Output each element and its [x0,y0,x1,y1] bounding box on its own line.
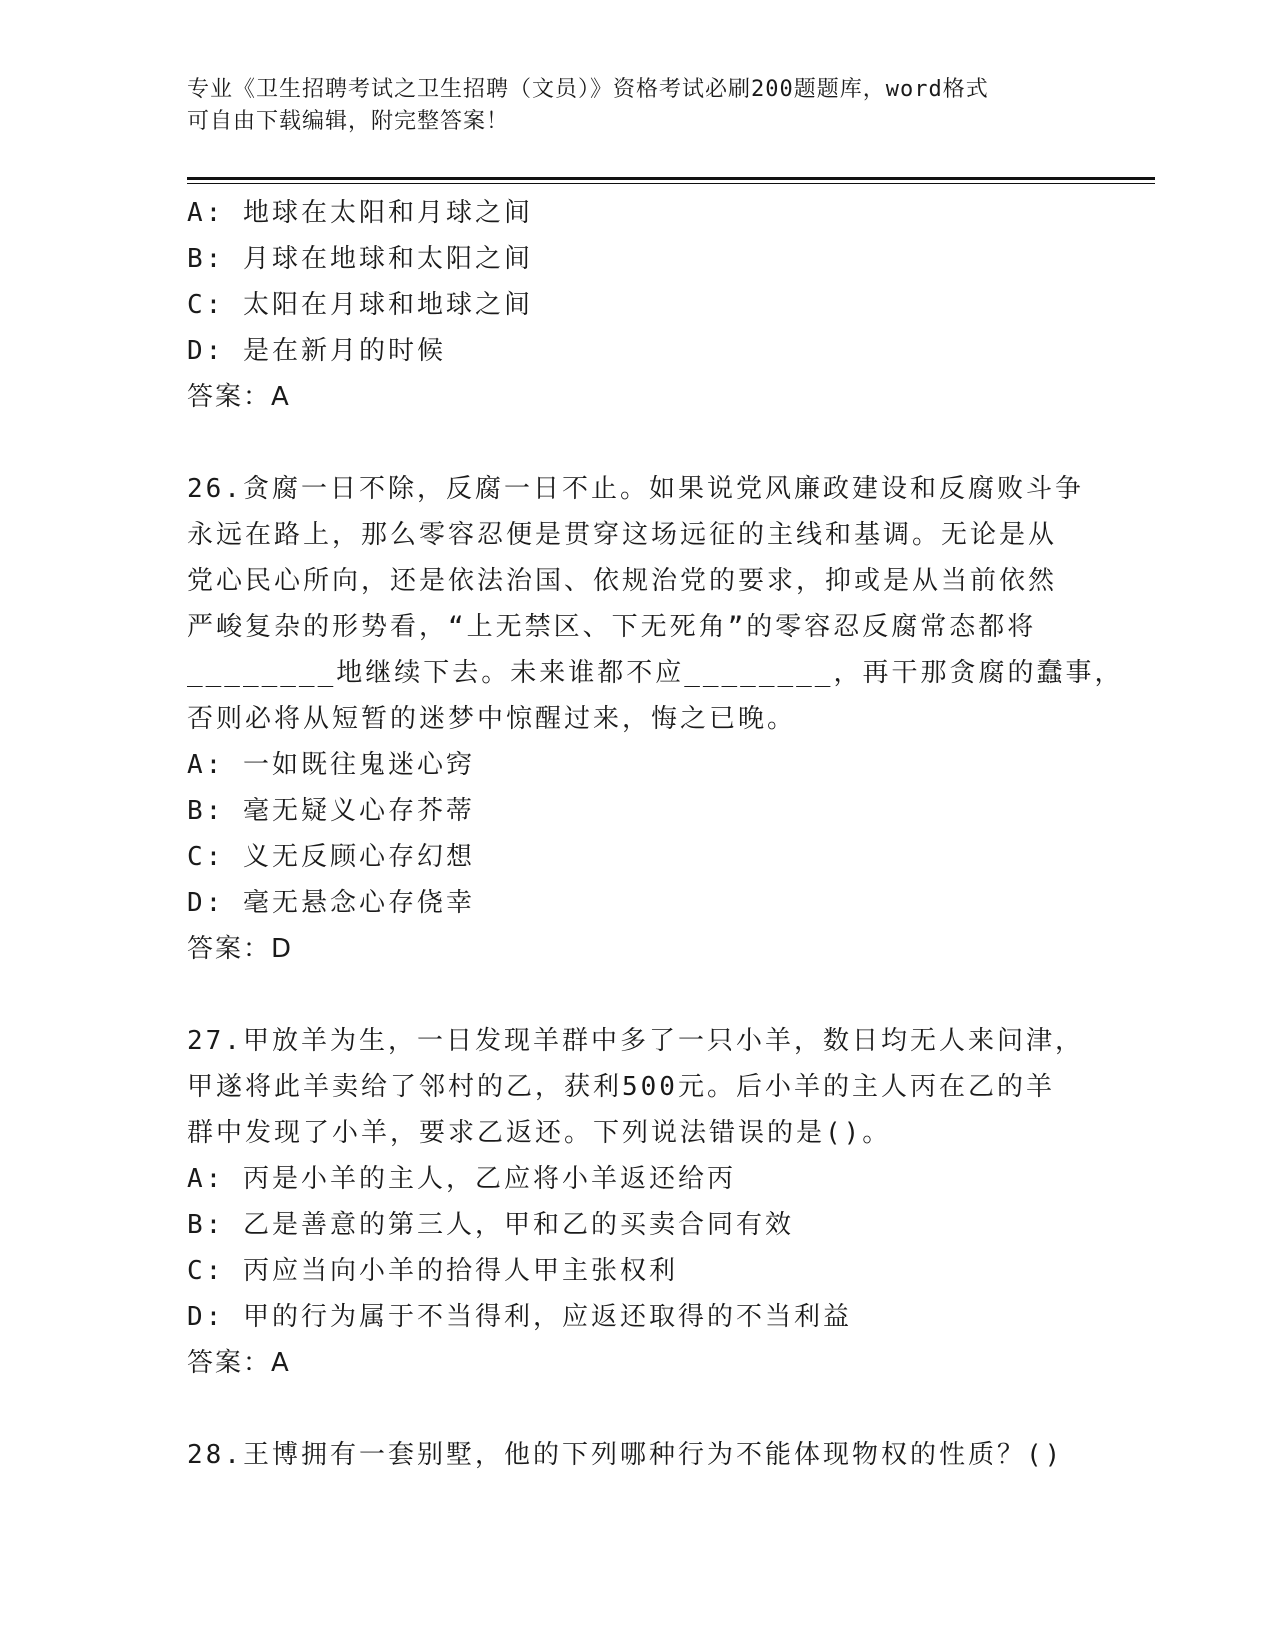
option-a: A: 一如既往鬼迷心窍 [187,750,475,780]
header-divider-thick [187,177,1155,180]
question-stem-line: 党心民心所向，还是依法治国、依规治党的要求，抑或是从当前依然 [187,566,1058,596]
question-stem-line: 28.王博拥有一套别墅，他的下列哪种行为不能体现物权的性质？() [187,1440,1064,1470]
option-d: D: 是在新月的时候 [187,336,446,366]
header-line-2: 可自由下载编辑，附完整答案！ [187,109,510,134]
question-stem-line: 永远在路上，那么零容忍便是贯穿这场远征的主线和基调。无论是从 [187,520,1058,550]
header-line-1: 专业《卫生招聘考试之卫生招聘（文员）》资格考试必刷200题题库，word格式 [187,77,989,102]
option-c: C: 太阳在月球和地球之间 [187,290,533,320]
option-a: A: 地球在太阳和月球之间 [187,198,533,228]
question-28 [187,1432,1087,1478]
answer: 答案：A [187,382,291,412]
question-stem-line: 甲遂将此羊卖给了邻村的乙，获利500元。后小羊的主人丙在乙的羊 [187,1072,1055,1102]
question-27 [187,1018,1087,1386]
question-stem-line: 严峻复杂的形势看，“上无禁区、下无死角”的零容忍反腐常态都将 [187,612,1037,642]
document-body [187,190,1124,1478]
option-a: A: 丙是小羊的主人，乙应将小羊返还给丙 [187,1164,736,1194]
question-stem-line: 否则必将从短暂的迷梦中惊醒过来，悔之已晚。 [187,704,797,734]
option-d: D: 甲的行为属于不当得利，应返还取得的不当利益 [187,1302,852,1332]
question-25 [187,190,1087,420]
document-header [187,74,1067,138]
header-divider-thin [187,183,1155,184]
spacer [187,972,1087,1018]
question-stem-line: ________地继续下去。未来谁都不应________，再干那贪腐的蠢事， [187,658,1124,688]
spacer [187,420,1087,466]
answer: 答案：A [187,1348,291,1378]
question-stem-line: 27.甲放羊为生，一日发现羊群中多了一只小羊，数日均无人来问津， [187,1026,1084,1056]
question-stem-line: 群中发现了小羊，要求乙返还。下列说法错误的是()。 [187,1118,892,1148]
option-c: C: 义无反顾心存幻想 [187,842,475,872]
option-b: B: 毫无疑义心存芥蒂 [187,796,475,826]
option-b: B: 乙是善意的第三人，甲和乙的买卖合同有效 [187,1210,794,1240]
option-c: C: 丙应当向小羊的拾得人甲主张权利 [187,1256,678,1286]
spacer [187,1386,1087,1432]
question-26 [187,466,1124,972]
answer: 答案：D [187,934,294,964]
option-d: D: 毫无悬念心存侥幸 [187,888,475,918]
question-stem-line: 26.贪腐一日不除，反腐一日不止。如果说党风廉政建设和反腐败斗争 [187,474,1084,504]
option-b: B: 月球在地球和太阳之间 [187,244,533,274]
